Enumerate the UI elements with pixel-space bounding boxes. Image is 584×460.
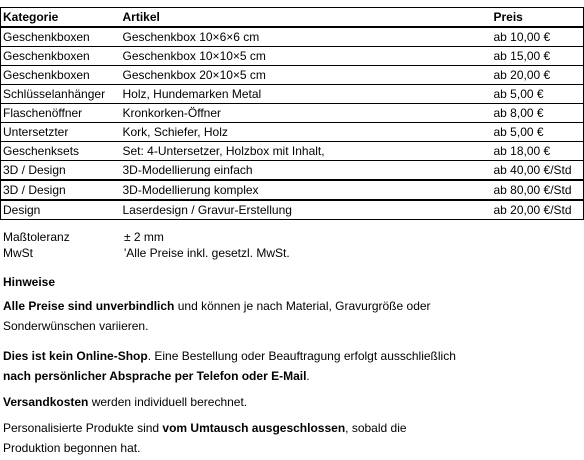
extra-row-masstoleranz [3,229,563,245]
cell-kategorie: Schlüsselanhänger [1,85,120,104]
note-text-line2: . [306,369,310,383]
cell-artikel: Holz, Hundemarken Metal [120,85,492,104]
cell-preis: ab 18,00 € [492,142,584,161]
cell-kategorie: Untersetzter [1,123,120,142]
note-text: , sobald die [345,421,407,435]
extra-label: Maßtoleranz [3,230,70,244]
cell-preis: ab 15,00 € [492,47,584,66]
header-kategorie: Kategorie [1,8,120,28]
note-kein-online-shop [3,346,578,386]
note-bold: Alle Preise sind unverbindlich [3,299,175,313]
cell-kategorie: Flaschenöffner [1,104,120,123]
table-header-row [1,8,584,28]
extra-value: 'Alle Preise inkl. gesetzl. MwSt. [124,246,290,260]
cell-preis: ab 8,00 € [492,104,584,123]
cell-preis: ab 40,00 €/Std [492,161,584,181]
extra-value: ± 2 mm [124,230,164,244]
note-versandkosten [3,392,578,412]
note-prices-unverbindlich [3,296,578,336]
cell-artikel: Geschenkbox 10×10×5 cm [120,47,492,66]
cell-kategorie: Geschenksets [1,142,120,161]
cell-preis: ab 80,00 €/Std [492,180,584,200]
table-row [1,66,584,85]
cell-kategorie: Geschenkboxen [1,66,120,85]
cell-artikel: Kork, Schiefer, Holz [120,123,492,142]
note-text-line2: Produktion begonnen hat. [3,441,141,455]
note-bold: Dies ist kein Online-Shop [3,349,148,363]
table-row [1,47,584,66]
note-text-line2: Sonderwünschen variieren. [3,319,149,333]
note-text: und können je nach Material, Gravurgröße oder [174,299,431,313]
cell-artikel: Set: 4-Untersetzer, Holzbox mit Inhalt, [120,142,492,161]
cell-preis: ab 20,00 € [492,66,584,85]
table-row [1,123,584,142]
cell-kategorie: 3D / Design [1,180,120,200]
table-row [1,180,584,200]
table-row [1,161,584,181]
cell-preis: ab 5,00 € [492,123,584,142]
note-umtausch [3,418,578,458]
header-artikel: Artikel [120,8,492,28]
extra-row-mwst [3,245,563,261]
table-row [1,27,584,47]
cell-preis: ab 10,00 € [492,27,584,47]
cell-artikel: Laserdesign / Gravur-Erstellung [120,200,492,220]
notes-heading: Hinweise [3,275,56,289]
note-text: werden individuell berechnet. [88,395,248,409]
cell-preis: ab 20,00 €/Std [492,200,584,220]
cell-kategorie: Geschenkboxen [1,47,120,66]
header-preis: Preis [492,8,584,28]
note-bold-line2: nach persönlicher Absprache per Telefon oder E-Mail [3,369,307,383]
cell-kategorie: 3D / Design [1,161,120,181]
cell-artikel: Kronkorken-Öffner [120,104,492,123]
note-bold: Versandkosten [3,395,89,409]
price-table [0,7,584,220]
cell-kategorie: Geschenkboxen [1,27,120,47]
cell-artikel: Geschenkbox 10×6×6 cm [120,27,492,47]
cell-kategorie: Design [1,200,120,220]
note-text: . Eine Bestellung oder Beauftragung erfolgt ausschließlich [147,349,456,363]
extra-label: MwSt [3,246,33,260]
cell-artikel: Geschenkbox 20×10×5 cm [120,66,492,85]
cell-artikel: 3D-Modellierung komplex [120,180,492,200]
table-row [1,142,584,161]
cell-preis: ab 5,00 € [492,85,584,104]
note-bold: vom Umtausch ausgeschlossen [162,421,346,435]
cell-artikel: 3D-Modellierung einfach [120,161,492,181]
table-row [1,104,584,123]
table-row [1,200,584,220]
note-text-pre: Personalisierte Produkte sind [3,421,163,435]
table-row [1,85,584,104]
